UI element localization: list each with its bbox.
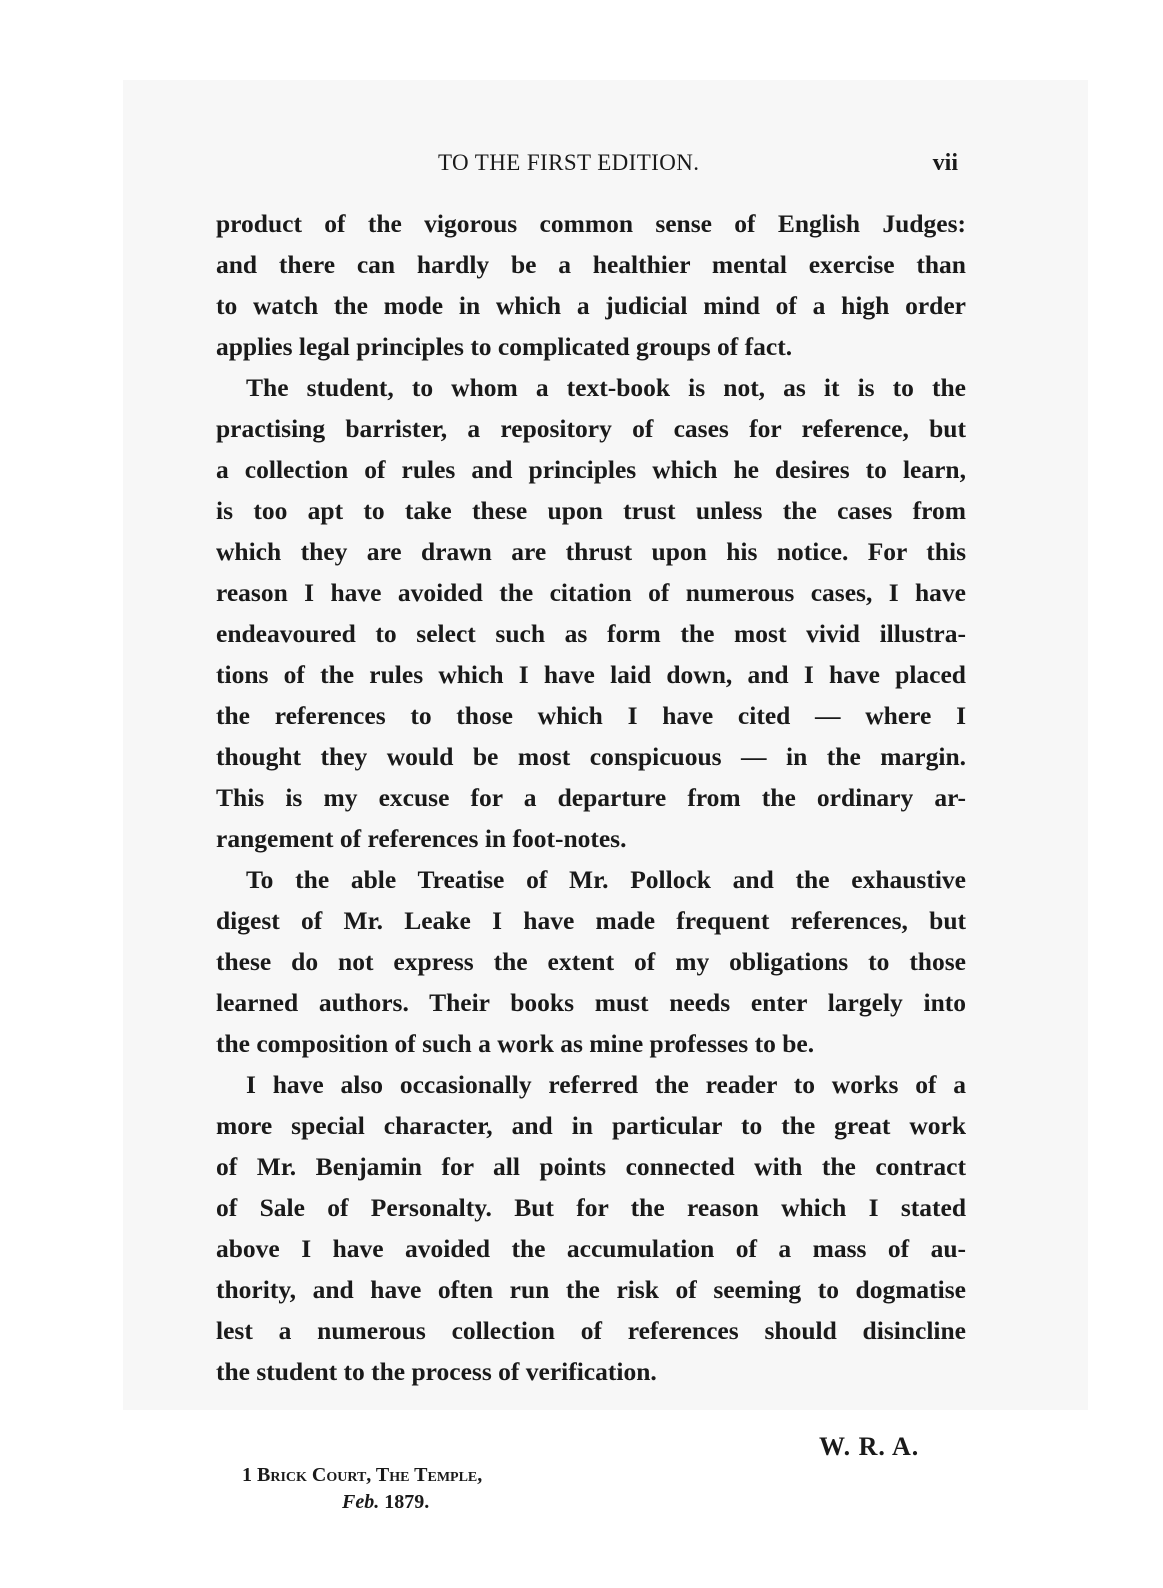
text-line: product of the vigorous common sense of English Judges: — [216, 209, 966, 238]
body-text — [216, 203, 966, 1392]
address-line: 1 Brick Court, The Temple, — [242, 1464, 483, 1486]
paragraph-2 — [216, 367, 966, 859]
text-line: reason I have avoided the citation of numerous cases, I have — [216, 578, 966, 607]
text-line: of Sale of Personalty. But for the reason which I stated — [216, 1193, 966, 1222]
author-initials: W. R. A. — [819, 1432, 920, 1461]
text-line: the student to the process of verification. — [216, 1357, 657, 1386]
text-line: thought they would be most conspicuous — in the margin. — [216, 742, 966, 771]
text-line: tions of the rules which I have laid down, and I have placed — [216, 660, 966, 689]
text-line: rangement of references in foot-notes. — [216, 824, 627, 853]
date-year: 1879. — [384, 1491, 430, 1513]
text-line: to watch the mode in which a judicial mind of a high order — [216, 291, 966, 320]
text-line: which they are drawn are thrust upon his notice. For this — [216, 537, 966, 566]
text-line: the references to those which I have cited — where I — [216, 701, 966, 730]
text-line: applies legal principles to complicated groups of fact. — [216, 332, 793, 361]
text-line: these do not express the extent of my obligations to those — [216, 947, 966, 976]
text-line: endeavoured to select such as form the most vivid illustra- — [216, 619, 966, 648]
text-line: above I have avoided the accumulation of a mass of au- — [216, 1234, 966, 1263]
running-header — [216, 150, 966, 184]
text-line: This is my excuse for a departure from the ordinary ar- — [216, 783, 966, 812]
text-line: lest a numerous collection of references should disincline — [216, 1316, 966, 1345]
text-line: I have also occasionally referred the reader to works of a — [246, 1070, 966, 1099]
date-month: Feb. — [342, 1491, 380, 1513]
text-line: more special character, and in particular to the great work — [216, 1111, 966, 1140]
date-line — [342, 1491, 429, 1514]
text-line: of Mr. Benjamin for all points connected with the contract — [216, 1152, 966, 1181]
running-title: TO THE FIRST EDITION. — [438, 150, 700, 175]
text-line: a collection of rules and principles which he desires to learn, — [216, 455, 966, 484]
text-line: digest of Mr. Leake I have made frequent references, but — [216, 906, 966, 935]
text-line: learned authors. Their books must needs enter largely into — [216, 988, 966, 1017]
text-line: is too apt to take these upon trust unless the cases from — [216, 496, 966, 525]
text-line: and there can hardly be a healthier mental exercise than — [216, 250, 966, 279]
text-line: the composition of such a work as mine professes to be. — [216, 1029, 815, 1058]
page-number: vii — [932, 150, 958, 176]
paragraph-4 — [216, 1064, 966, 1392]
paragraph-1 — [216, 203, 966, 367]
text-line: thority, and have often run the risk of seeming to dogmatise — [216, 1275, 966, 1304]
text-line: The student, to whom a text-book is not, as it is to the — [246, 373, 966, 402]
text-line: practising barrister, a repository of cases for reference, but — [216, 414, 966, 443]
text-line: To the able Treatise of Mr. Pollock and the exhaustive — [246, 865, 966, 894]
paragraph-3 — [216, 859, 966, 1064]
